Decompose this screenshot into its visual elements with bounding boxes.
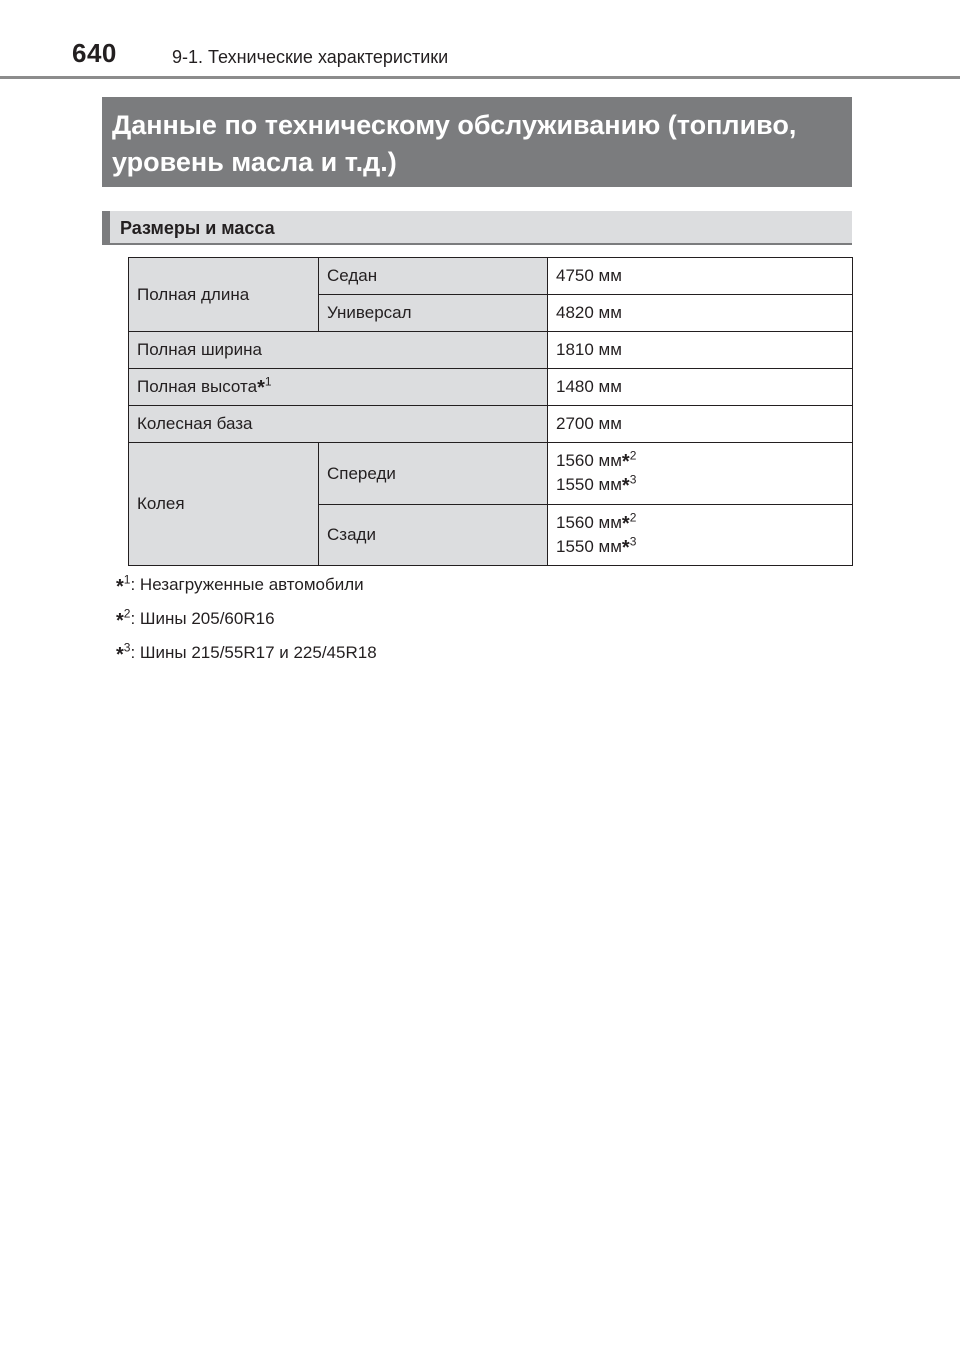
dimensions-table: [128, 257, 853, 566]
footnote-number: 2: [123, 606, 131, 621]
footnote-ref: 2: [629, 448, 637, 463]
footnotes: [116, 574, 836, 676]
subsection-bar: [102, 211, 852, 245]
overall-width-value: 1810 мм: [548, 332, 853, 369]
footnote-mark: *: [621, 475, 630, 497]
footnote-ref: 3: [629, 534, 637, 549]
table-row: [129, 443, 853, 505]
footnote-1: [116, 574, 836, 608]
track-front-value-1: 1560 мм: [556, 451, 622, 470]
footnote-mark: *: [116, 610, 124, 632]
footnote-ref: 1: [264, 374, 272, 389]
overall-length-label: Полная длина: [129, 258, 319, 332]
overall-height-label: Полная высота: [137, 377, 258, 396]
wagon-length-value: 4820 мм: [548, 295, 853, 332]
footnote-mark: *: [621, 451, 630, 473]
track-label: Колея: [129, 443, 319, 566]
track-rear-values: [548, 505, 853, 566]
footnote-number: 1: [123, 572, 131, 587]
track-front-values: [548, 443, 853, 505]
track-rear-label: Сзади: [319, 505, 548, 566]
track-rear-value-line: [556, 535, 844, 559]
footnote-ref: 2: [629, 510, 637, 525]
track-front-label: Спереди: [319, 443, 548, 505]
sedan-label: Седан: [319, 258, 548, 295]
wheelbase-label: Колесная база: [129, 406, 548, 443]
overall-height-cell: [129, 369, 548, 406]
section-title-box: [102, 97, 852, 187]
page-header: [0, 0, 960, 80]
table-row: [129, 369, 853, 406]
sedan-length-value: 4750 мм: [548, 258, 853, 295]
footnote-3: [116, 642, 836, 676]
footnote-ref: 3: [629, 472, 637, 487]
table-row: [129, 406, 853, 443]
footnote-2: [116, 608, 836, 642]
track-front-value-2: 1550 мм: [556, 475, 622, 494]
table-row: [129, 258, 853, 295]
overall-height-value: 1480 мм: [548, 369, 853, 406]
track-front-value-line: [556, 449, 844, 473]
footnote-text: : Незагруженные автомобили: [130, 575, 364, 594]
track-rear-value-1: 1560 мм: [556, 513, 622, 532]
footnote-mark: *: [621, 513, 630, 535]
track-rear-value-2: 1550 мм: [556, 537, 622, 556]
page-number: 640: [72, 38, 117, 68]
track-rear-value-line: [556, 511, 844, 535]
footnote-mark: *: [257, 377, 265, 399]
footnote-mark: *: [116, 644, 124, 666]
footnote-mark: *: [116, 576, 124, 598]
footnote-mark: *: [621, 537, 630, 559]
footnote-text: : Шины 205/60R16: [130, 609, 275, 628]
wheelbase-value: 2700 мм: [548, 406, 853, 443]
running-head: 9-1. Технические характеристики: [172, 47, 449, 67]
overall-width-label: Полная ширина: [129, 332, 548, 369]
wagon-label: Универсал: [319, 295, 548, 332]
track-front-value-line: [556, 473, 844, 497]
header-rule: [0, 76, 960, 79]
section-title: Данные по техническому обслуживанию (топливо, уровень масла и т.д.): [112, 110, 797, 177]
subsection-accent: [102, 211, 110, 243]
footnote-number: 3: [123, 640, 131, 655]
table-row: [129, 332, 853, 369]
footnote-text: : Шины 215/55R17 и 225/45R18: [130, 643, 377, 662]
subsection-title: Размеры и масса: [120, 218, 275, 238]
